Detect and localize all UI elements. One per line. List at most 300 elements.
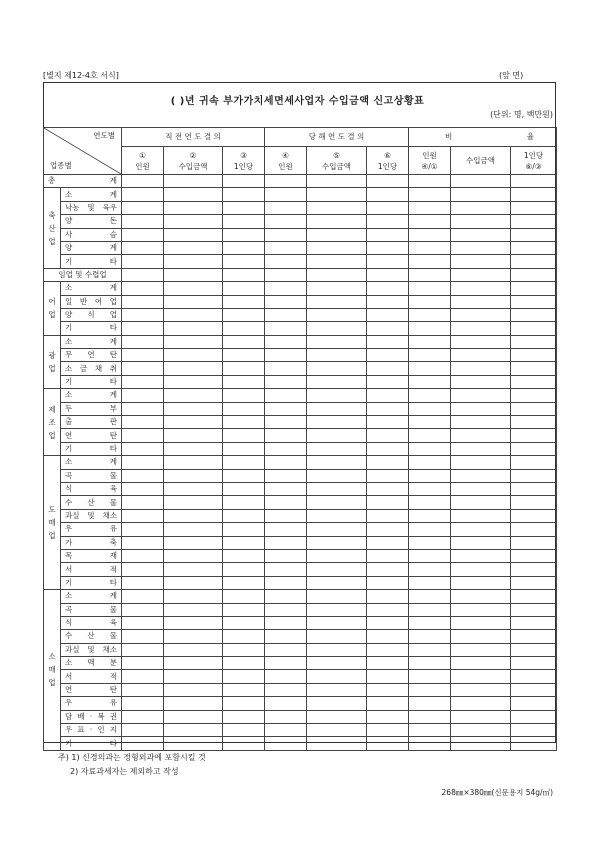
data-cell[interactable] xyxy=(265,201,307,214)
data-cell[interactable] xyxy=(223,402,265,415)
data-cell[interactable] xyxy=(307,429,367,442)
data-cell[interactable] xyxy=(164,590,223,603)
data-cell[interactable] xyxy=(307,710,367,723)
data-cell[interactable] xyxy=(122,469,164,482)
data-cell[interactable] xyxy=(511,737,557,750)
data-cell[interactable] xyxy=(265,255,307,268)
data-cell[interactable] xyxy=(511,215,557,228)
data-cell[interactable] xyxy=(223,549,265,562)
data-cell[interactable] xyxy=(367,683,409,696)
data-cell[interactable] xyxy=(164,630,223,643)
data-cell[interactable] xyxy=(164,469,223,482)
data-cell[interactable] xyxy=(223,576,265,589)
data-cell[interactable] xyxy=(265,496,307,509)
data-cell[interactable] xyxy=(409,643,451,656)
data-cell[interactable] xyxy=(409,215,451,228)
data-cell[interactable] xyxy=(451,630,511,643)
data-cell[interactable] xyxy=(265,590,307,603)
data-cell[interactable] xyxy=(122,389,164,402)
data-cell[interactable] xyxy=(307,536,367,549)
data-cell[interactable] xyxy=(367,255,409,268)
data-cell[interactable] xyxy=(451,724,511,737)
data-cell[interactable] xyxy=(451,523,511,536)
data-cell[interactable] xyxy=(451,175,511,188)
data-cell[interactable] xyxy=(223,375,265,388)
data-cell[interactable] xyxy=(511,724,557,737)
data-cell[interactable] xyxy=(265,375,307,388)
data-cell[interactable] xyxy=(511,255,557,268)
data-cell[interactable] xyxy=(367,308,409,321)
data-cell[interactable] xyxy=(223,523,265,536)
data-cell[interactable] xyxy=(223,282,265,295)
data-cell[interactable] xyxy=(511,509,557,522)
data-cell[interactable] xyxy=(265,670,307,683)
data-cell[interactable] xyxy=(511,549,557,562)
data-cell[interactable] xyxy=(122,402,164,415)
data-cell[interactable] xyxy=(451,456,511,469)
data-cell[interactable] xyxy=(164,375,223,388)
data-cell[interactable] xyxy=(451,657,511,670)
data-cell[interactable] xyxy=(122,657,164,670)
data-cell[interactable] xyxy=(307,523,367,536)
data-cell[interactable] xyxy=(409,724,451,737)
data-cell[interactable] xyxy=(122,429,164,442)
data-cell[interactable] xyxy=(265,429,307,442)
data-cell[interactable] xyxy=(122,268,164,281)
data-cell[interactable] xyxy=(451,590,511,603)
data-cell[interactable] xyxy=(164,389,223,402)
data-cell[interactable] xyxy=(223,429,265,442)
data-cell[interactable] xyxy=(223,188,265,201)
data-cell[interactable] xyxy=(307,643,367,656)
data-cell[interactable] xyxy=(367,469,409,482)
data-cell[interactable] xyxy=(223,349,265,362)
data-cell[interactable] xyxy=(122,322,164,335)
data-cell[interactable] xyxy=(164,509,223,522)
data-cell[interactable] xyxy=(307,228,367,241)
data-cell[interactable] xyxy=(164,482,223,495)
data-cell[interactable] xyxy=(409,255,451,268)
data-cell[interactable] xyxy=(367,362,409,375)
data-cell[interactable] xyxy=(122,563,164,576)
data-cell[interactable] xyxy=(122,670,164,683)
data-cell[interactable] xyxy=(511,496,557,509)
data-cell[interactable] xyxy=(409,349,451,362)
data-cell[interactable] xyxy=(122,603,164,616)
data-cell[interactable] xyxy=(409,389,451,402)
data-cell[interactable] xyxy=(367,402,409,415)
data-cell[interactable] xyxy=(367,603,409,616)
data-cell[interactable] xyxy=(164,737,223,750)
data-cell[interactable] xyxy=(451,402,511,415)
data-cell[interactable] xyxy=(164,616,223,629)
data-cell[interactable] xyxy=(409,201,451,214)
data-cell[interactable] xyxy=(511,616,557,629)
data-cell[interactable] xyxy=(367,616,409,629)
data-cell[interactable] xyxy=(307,737,367,750)
data-cell[interactable] xyxy=(511,295,557,308)
data-cell[interactable] xyxy=(223,215,265,228)
data-cell[interactable] xyxy=(511,362,557,375)
data-cell[interactable] xyxy=(511,576,557,589)
data-cell[interactable] xyxy=(409,456,451,469)
data-cell[interactable] xyxy=(367,215,409,228)
data-cell[interactable] xyxy=(409,509,451,522)
data-cell[interactable] xyxy=(367,509,409,522)
data-cell[interactable] xyxy=(265,456,307,469)
data-cell[interactable] xyxy=(265,188,307,201)
data-cell[interactable] xyxy=(307,590,367,603)
data-cell[interactable] xyxy=(511,375,557,388)
data-cell[interactable] xyxy=(122,308,164,321)
data-cell[interactable] xyxy=(307,282,367,295)
data-cell[interactable] xyxy=(223,657,265,670)
data-cell[interactable] xyxy=(223,616,265,629)
data-cell[interactable] xyxy=(511,442,557,455)
data-cell[interactable] xyxy=(451,482,511,495)
data-cell[interactable] xyxy=(122,643,164,656)
data-cell[interactable] xyxy=(265,295,307,308)
data-cell[interactable] xyxy=(265,215,307,228)
data-cell[interactable] xyxy=(511,643,557,656)
data-cell[interactable] xyxy=(409,188,451,201)
data-cell[interactable] xyxy=(409,496,451,509)
data-cell[interactable] xyxy=(164,175,223,188)
data-cell[interactable] xyxy=(409,375,451,388)
data-cell[interactable] xyxy=(265,616,307,629)
data-cell[interactable] xyxy=(409,657,451,670)
data-cell[interactable] xyxy=(223,737,265,750)
data-cell[interactable] xyxy=(511,188,557,201)
data-cell[interactable] xyxy=(409,737,451,750)
data-cell[interactable] xyxy=(451,322,511,335)
data-cell[interactable] xyxy=(164,215,223,228)
data-cell[interactable] xyxy=(451,549,511,562)
data-cell[interactable] xyxy=(223,697,265,710)
data-cell[interactable] xyxy=(223,228,265,241)
data-cell[interactable] xyxy=(451,416,511,429)
data-cell[interactable] xyxy=(307,349,367,362)
data-cell[interactable] xyxy=(223,643,265,656)
data-cell[interactable] xyxy=(451,349,511,362)
data-cell[interactable] xyxy=(409,442,451,455)
data-cell[interactable] xyxy=(307,482,367,495)
data-cell[interactable] xyxy=(409,482,451,495)
data-cell[interactable] xyxy=(307,402,367,415)
data-cell[interactable] xyxy=(122,509,164,522)
data-cell[interactable] xyxy=(367,241,409,254)
data-cell[interactable] xyxy=(511,590,557,603)
data-cell[interactable] xyxy=(122,215,164,228)
data-cell[interactable] xyxy=(164,643,223,656)
data-cell[interactable] xyxy=(164,724,223,737)
data-cell[interactable] xyxy=(511,282,557,295)
data-cell[interactable] xyxy=(122,228,164,241)
data-cell[interactable] xyxy=(164,335,223,348)
data-cell[interactable] xyxy=(367,375,409,388)
data-cell[interactable] xyxy=(223,710,265,723)
data-cell[interactable] xyxy=(367,536,409,549)
data-cell[interactable] xyxy=(122,737,164,750)
data-cell[interactable] xyxy=(164,188,223,201)
data-cell[interactable] xyxy=(451,469,511,482)
data-cell[interactable] xyxy=(409,469,451,482)
data-cell[interactable] xyxy=(122,335,164,348)
data-cell[interactable] xyxy=(265,643,307,656)
data-cell[interactable] xyxy=(511,523,557,536)
data-cell[interactable] xyxy=(409,268,451,281)
data-cell[interactable] xyxy=(451,697,511,710)
data-cell[interactable] xyxy=(511,710,557,723)
data-cell[interactable] xyxy=(223,563,265,576)
data-cell[interactable] xyxy=(511,241,557,254)
data-cell[interactable] xyxy=(223,482,265,495)
data-cell[interactable] xyxy=(122,295,164,308)
data-cell[interactable] xyxy=(451,282,511,295)
data-cell[interactable] xyxy=(307,456,367,469)
data-cell[interactable] xyxy=(409,228,451,241)
data-cell[interactable] xyxy=(451,616,511,629)
data-cell[interactable] xyxy=(265,282,307,295)
data-cell[interactable] xyxy=(265,268,307,281)
data-cell[interactable] xyxy=(451,362,511,375)
data-cell[interactable] xyxy=(367,523,409,536)
data-cell[interactable] xyxy=(511,389,557,402)
data-cell[interactable] xyxy=(511,482,557,495)
data-cell[interactable] xyxy=(307,389,367,402)
data-cell[interactable] xyxy=(307,616,367,629)
data-cell[interactable] xyxy=(511,697,557,710)
data-cell[interactable] xyxy=(307,603,367,616)
data-cell[interactable] xyxy=(367,295,409,308)
data-cell[interactable] xyxy=(223,268,265,281)
data-cell[interactable] xyxy=(409,295,451,308)
data-cell[interactable] xyxy=(367,496,409,509)
data-cell[interactable] xyxy=(307,268,367,281)
data-cell[interactable] xyxy=(511,429,557,442)
data-cell[interactable] xyxy=(409,590,451,603)
data-cell[interactable] xyxy=(409,603,451,616)
data-cell[interactable] xyxy=(164,456,223,469)
data-cell[interactable] xyxy=(367,429,409,442)
data-cell[interactable] xyxy=(223,630,265,643)
data-cell[interactable] xyxy=(265,657,307,670)
data-cell[interactable] xyxy=(307,416,367,429)
data-cell[interactable] xyxy=(511,201,557,214)
data-cell[interactable] xyxy=(511,228,557,241)
data-cell[interactable] xyxy=(511,603,557,616)
data-cell[interactable] xyxy=(223,201,265,214)
data-cell[interactable] xyxy=(451,268,511,281)
data-cell[interactable] xyxy=(122,188,164,201)
data-cell[interactable] xyxy=(164,603,223,616)
data-cell[interactable] xyxy=(451,603,511,616)
data-cell[interactable] xyxy=(409,322,451,335)
data-cell[interactable] xyxy=(122,201,164,214)
data-cell[interactable] xyxy=(307,697,367,710)
data-cell[interactable] xyxy=(122,683,164,696)
data-cell[interactable] xyxy=(367,335,409,348)
data-cell[interactable] xyxy=(223,590,265,603)
data-cell[interactable] xyxy=(409,683,451,696)
data-cell[interactable] xyxy=(122,523,164,536)
data-cell[interactable] xyxy=(223,322,265,335)
data-cell[interactable] xyxy=(265,549,307,562)
data-cell[interactable] xyxy=(307,670,367,683)
data-cell[interactable] xyxy=(122,482,164,495)
data-cell[interactable] xyxy=(409,523,451,536)
data-cell[interactable] xyxy=(451,375,511,388)
data-cell[interactable] xyxy=(164,496,223,509)
data-cell[interactable] xyxy=(307,563,367,576)
data-cell[interactable] xyxy=(122,630,164,643)
data-cell[interactable] xyxy=(223,335,265,348)
data-cell[interactable] xyxy=(122,724,164,737)
data-cell[interactable] xyxy=(367,349,409,362)
data-cell[interactable] xyxy=(122,175,164,188)
data-cell[interactable] xyxy=(367,268,409,281)
data-cell[interactable] xyxy=(307,241,367,254)
data-cell[interactable] xyxy=(451,710,511,723)
data-cell[interactable] xyxy=(409,536,451,549)
data-cell[interactable] xyxy=(367,322,409,335)
data-cell[interactable] xyxy=(511,402,557,415)
data-cell[interactable] xyxy=(223,255,265,268)
data-cell[interactable] xyxy=(265,724,307,737)
data-cell[interactable] xyxy=(223,175,265,188)
data-cell[interactable] xyxy=(164,657,223,670)
data-cell[interactable] xyxy=(265,416,307,429)
data-cell[interactable] xyxy=(451,442,511,455)
data-cell[interactable] xyxy=(511,322,557,335)
data-cell[interactable] xyxy=(223,683,265,696)
data-cell[interactable] xyxy=(265,576,307,589)
data-cell[interactable] xyxy=(409,362,451,375)
data-cell[interactable] xyxy=(164,670,223,683)
data-cell[interactable] xyxy=(223,603,265,616)
data-cell[interactable] xyxy=(511,630,557,643)
data-cell[interactable] xyxy=(164,241,223,254)
data-cell[interactable] xyxy=(451,563,511,576)
data-cell[interactable] xyxy=(223,308,265,321)
data-cell[interactable] xyxy=(164,268,223,281)
data-cell[interactable] xyxy=(164,563,223,576)
data-cell[interactable] xyxy=(511,456,557,469)
data-cell[interactable] xyxy=(223,536,265,549)
data-cell[interactable] xyxy=(265,335,307,348)
data-cell[interactable] xyxy=(451,389,511,402)
data-cell[interactable] xyxy=(122,416,164,429)
data-cell[interactable] xyxy=(367,724,409,737)
data-cell[interactable] xyxy=(367,737,409,750)
data-cell[interactable] xyxy=(367,482,409,495)
data-cell[interactable] xyxy=(409,416,451,429)
data-cell[interactable] xyxy=(164,308,223,321)
data-cell[interactable] xyxy=(307,295,367,308)
data-cell[interactable] xyxy=(367,670,409,683)
data-cell[interactable] xyxy=(451,228,511,241)
data-cell[interactable] xyxy=(265,683,307,696)
data-cell[interactable] xyxy=(307,362,367,375)
data-cell[interactable] xyxy=(367,657,409,670)
data-cell[interactable] xyxy=(265,442,307,455)
data-cell[interactable] xyxy=(307,255,367,268)
data-cell[interactable] xyxy=(223,496,265,509)
data-cell[interactable] xyxy=(223,295,265,308)
data-cell[interactable] xyxy=(307,201,367,214)
data-cell[interactable] xyxy=(307,308,367,321)
data-cell[interactable] xyxy=(307,322,367,335)
data-cell[interactable] xyxy=(164,402,223,415)
data-cell[interactable] xyxy=(265,630,307,643)
data-cell[interactable] xyxy=(223,724,265,737)
data-cell[interactable] xyxy=(511,416,557,429)
data-cell[interactable] xyxy=(307,724,367,737)
data-cell[interactable] xyxy=(223,389,265,402)
data-cell[interactable] xyxy=(511,657,557,670)
data-cell[interactable] xyxy=(367,590,409,603)
data-cell[interactable] xyxy=(122,442,164,455)
data-cell[interactable] xyxy=(164,228,223,241)
data-cell[interactable] xyxy=(223,362,265,375)
data-cell[interactable] xyxy=(164,549,223,562)
data-cell[interactable] xyxy=(409,563,451,576)
data-cell[interactable] xyxy=(511,469,557,482)
data-cell[interactable] xyxy=(307,630,367,643)
data-cell[interactable] xyxy=(367,442,409,455)
data-cell[interactable] xyxy=(265,349,307,362)
data-cell[interactable] xyxy=(164,201,223,214)
data-cell[interactable] xyxy=(223,509,265,522)
data-cell[interactable] xyxy=(367,188,409,201)
data-cell[interactable] xyxy=(265,362,307,375)
data-cell[interactable] xyxy=(367,389,409,402)
data-cell[interactable] xyxy=(409,175,451,188)
data-cell[interactable] xyxy=(307,549,367,562)
data-cell[interactable] xyxy=(511,268,557,281)
data-cell[interactable] xyxy=(307,657,367,670)
data-cell[interactable] xyxy=(122,576,164,589)
data-cell[interactable] xyxy=(511,175,557,188)
data-cell[interactable] xyxy=(223,442,265,455)
data-cell[interactable] xyxy=(122,496,164,509)
data-cell[interactable] xyxy=(451,509,511,522)
data-cell[interactable] xyxy=(164,442,223,455)
data-cell[interactable] xyxy=(164,349,223,362)
data-cell[interactable] xyxy=(409,630,451,643)
data-cell[interactable] xyxy=(122,456,164,469)
data-cell[interactable] xyxy=(451,241,511,254)
data-cell[interactable] xyxy=(265,737,307,750)
data-cell[interactable] xyxy=(451,670,511,683)
data-cell[interactable] xyxy=(367,228,409,241)
data-cell[interactable] xyxy=(451,496,511,509)
data-cell[interactable] xyxy=(122,375,164,388)
data-cell[interactable] xyxy=(511,308,557,321)
data-cell[interactable] xyxy=(367,201,409,214)
data-cell[interactable] xyxy=(122,255,164,268)
data-cell[interactable] xyxy=(409,549,451,562)
data-cell[interactable] xyxy=(307,469,367,482)
data-cell[interactable] xyxy=(265,308,307,321)
data-cell[interactable] xyxy=(122,697,164,710)
data-cell[interactable] xyxy=(511,349,557,362)
data-cell[interactable] xyxy=(223,670,265,683)
data-cell[interactable] xyxy=(511,683,557,696)
data-cell[interactable] xyxy=(122,549,164,562)
data-cell[interactable] xyxy=(223,241,265,254)
data-cell[interactable] xyxy=(409,282,451,295)
